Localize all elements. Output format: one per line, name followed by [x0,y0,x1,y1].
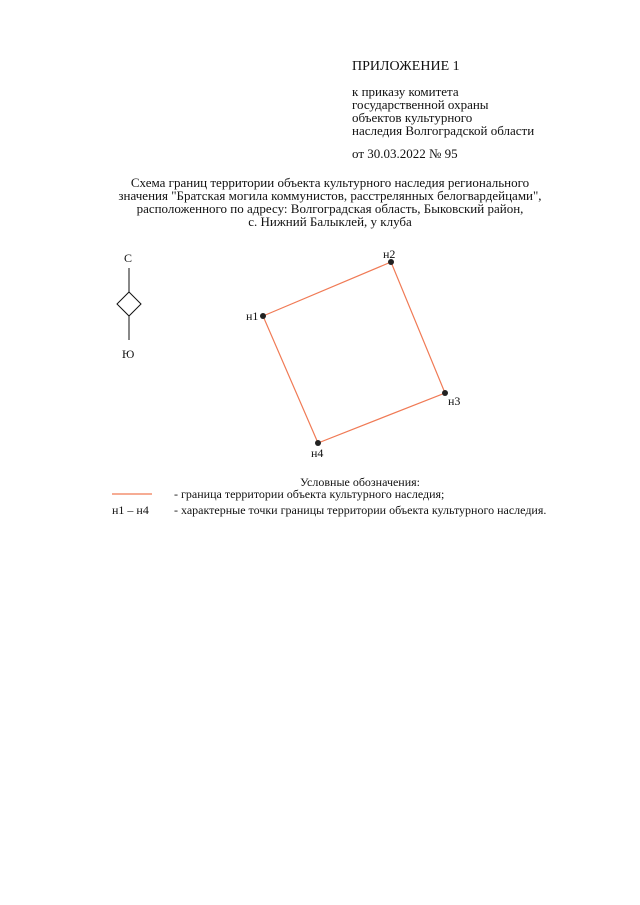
point-label-n2: н2 [383,247,396,261]
boundary-point-n1 [260,313,266,319]
compass-icon [117,251,141,361]
compass-diamond [117,292,141,316]
appendix-line-3: объектов культурного [352,110,473,125]
appendix-line-1: к приказу комитета [352,84,459,99]
appendix-date: от 30.03.2022 № 95 [352,146,458,161]
heading-line-4: с. Нижний Балыклей, у клуба [248,214,412,229]
appendix-line-4: наследия Волгоградской области [352,123,535,138]
point-label-n3: н3 [448,394,461,408]
compass-south-label: Ю [122,347,135,361]
appendix-title: ПРИЛОЖЕНИЕ 1 [352,59,460,74]
point-label-n1: н1 [246,309,259,323]
point-label-n4: н4 [311,446,324,460]
heading-line-3: расположенного по адресу: Волгоградская область, Быковский район, [136,201,524,216]
heading-line-2: значения "Братская могила коммунистов, расстрелянных белогвардейцами", [118,188,542,203]
heading-line-1: Схема границ территории объекта культурного наследия регионального [130,175,530,190]
boundary-line [263,262,445,443]
legend-item-points-symbol: н1 – н4 [112,503,149,517]
compass-north-label: С [124,251,133,265]
legend-title: Условные обозначения: [299,475,421,489]
legend-item-boundary-text: - граница территории объекта культурного наследия; [174,487,445,501]
legend-item-points-text: - характерные точки границы территории объекта культурного наследия. [174,503,547,517]
appendix-line-2: государственной охраны [352,97,489,112]
